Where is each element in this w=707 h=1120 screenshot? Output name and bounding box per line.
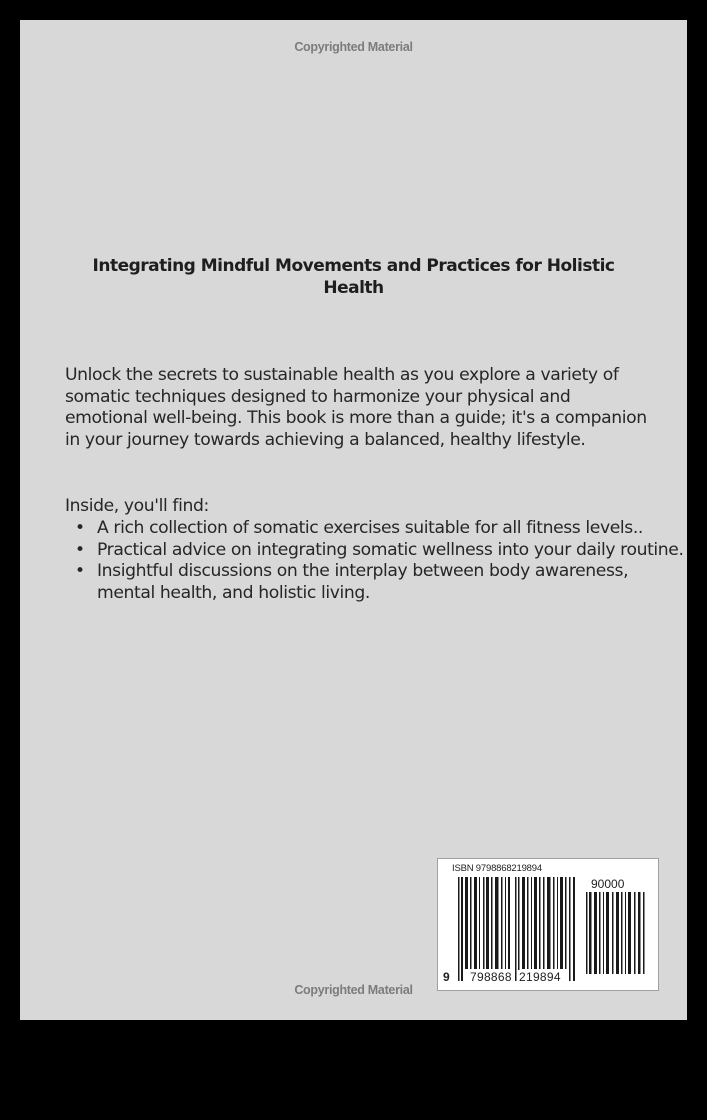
book-back-cover — [20, 20, 687, 1020]
barcode-digits-group-1: 798868 — [470, 970, 512, 984]
barcode-digits-group-2: 219894 — [519, 970, 561, 984]
isbn-barcode — [437, 858, 659, 991]
book-subtitle: Integrating Mindful Movements and Practices for Holistic Health — [92, 256, 615, 298]
barcode-lead-digit: 9 — [443, 970, 450, 984]
feature-item: • Insightful discussions on the interplay between body awareness, mental health, and holistic living. — [97, 561, 687, 604]
feature-item: • A rich collection of somatic exercises suitable for all fitness levels.. — [97, 518, 687, 540]
inside-heading: Inside, you'll find: — [65, 496, 209, 516]
description-paragraph: Unlock the secrets to sustainable health as you explore a variety of somatic techniques designed to harmonize your physical and emotional well-being. This book is more than a guide; it's a companion in your journey towards achieving a balanced, healthy lifestyle. — [65, 365, 647, 450]
feature-list — [65, 518, 687, 604]
feature-item: • Practical advice on integrating somatic wellness into your daily routine. — [97, 540, 687, 562]
copyright-watermark-top: Copyrighted Material — [294, 40, 413, 54]
copyright-watermark-bottom: Copyrighted Material — [294, 983, 413, 997]
isbn-label: ISBN 9798868219894 — [452, 863, 542, 874]
barcode-bars-icon — [458, 877, 576, 981]
price-addon-code: 90000 — [591, 877, 625, 891]
addon-barcode-bars-icon — [586, 892, 646, 974]
